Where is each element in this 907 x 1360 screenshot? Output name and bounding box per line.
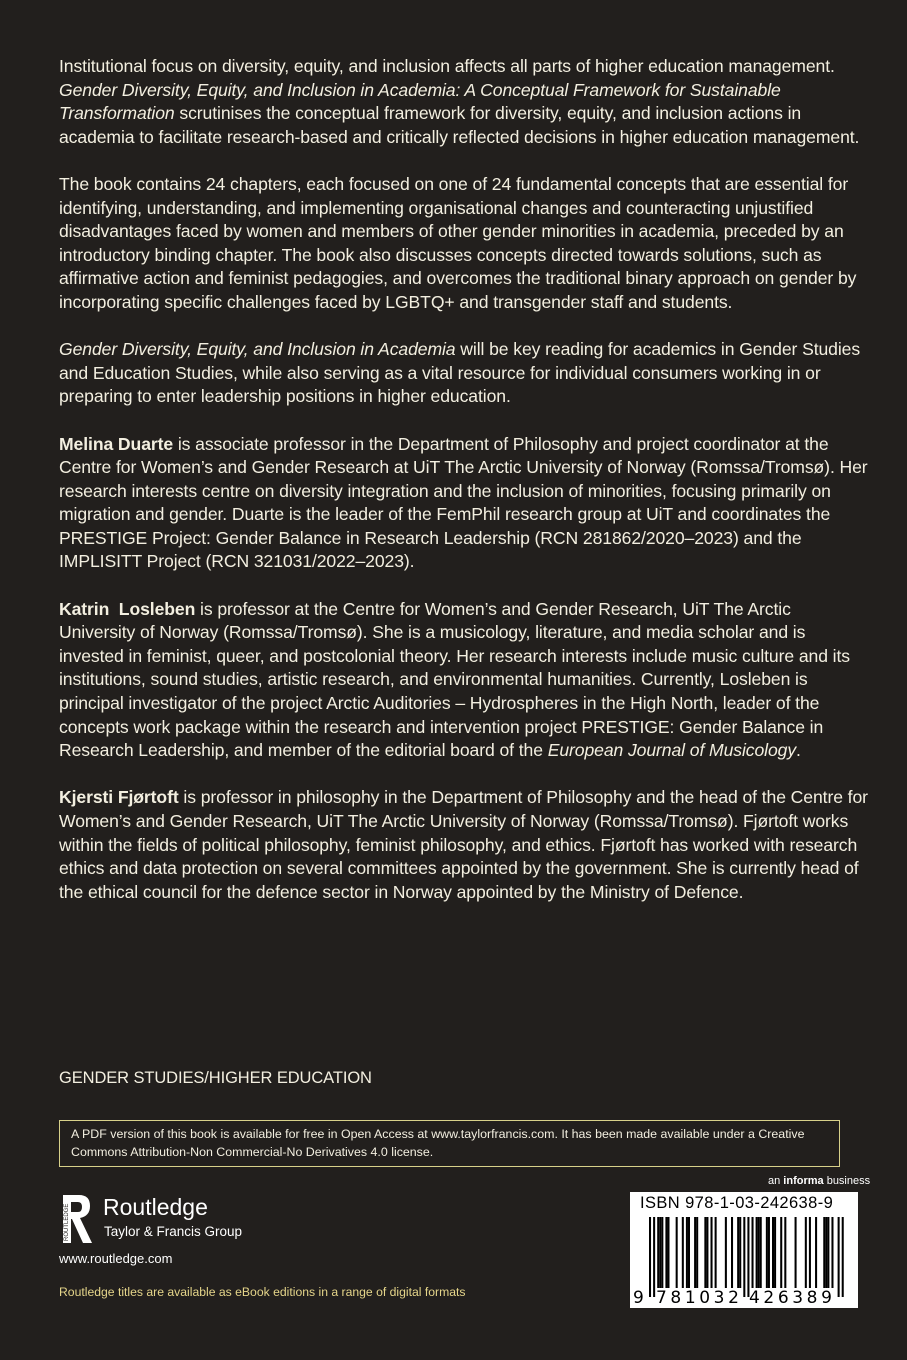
- barcode-bar: [768, 1217, 770, 1288]
- barcode-bar: [694, 1217, 696, 1288]
- barcode-bar: [756, 1217, 758, 1288]
- description-paragraph-2: The book contains 24 chapters, each focused on one of 24 fundamental concepts that are essential for identifying, understanding, and implementing organisational changes and counteracting unjustified disadvantages faced by women and members of other gender minorities in academia, preceded by an introductory binding chapter. The book also discusses concepts directed towards solutions, such as affirmative action and feminist pedagogies, and overcomes the traditional binary approach on gender by incorporating specific challenges faced by LGBTQ+ and transgender staff and students.: [59, 173, 857, 312]
- publisher-website: www.routledge.com: [59, 1251, 173, 1266]
- author-bio-fjortoft: Kjersti Fjørtoft is professor in philosophy in the Department of Philosophy and the head of the Centre for Women’s and Gender Research, UiT The Arctic University of Norway (Romssa/Tromsø). Fjørtoft works within the fields of political philosophy, feminist philosophy, and ethics. Fjørtoft has worked with research ethics and data protection on several committees appointed by the government. She is currently head of the ethical council for the defence sector in Norway appointed by the Ministry of Defence.: [59, 787, 868, 902]
- barcode-bar: [815, 1217, 817, 1288]
- author-bio-duarte: Melina Duarte is associate professor in the Department of Philosophy and project coordinator at the Centre for Women’s and Gender Research at UiT The Arctic University of Norway (Romssa/Tromsø). Her research interests centre on diversity integration and the inclusion of minorities, focusing primarily on migration and gender. Duarte is the leader of the FemPhil research group at UiT and coordinates the PRESTIGE Project: Gender Balance in Research Leadership (RCN 281862/2020–2023) and the IMPLISITT Project (RCN 321031/2022–2023).: [59, 433, 868, 572]
- barcode-bar: [760, 1217, 762, 1288]
- barcode-bar: [772, 1217, 774, 1288]
- barcode-bar: [758, 1217, 760, 1288]
- description-paragraph-1: Institutional focus on diversity, equity, and inclusion affects all parts of higher education management. Gender Diversity, Equity, and Inclusion in Academia: A Conceptual Framework for Sustainable Transformation scrutinises the conceptual framework for diversity, equity, and inclusion actions in academia to facilitate research-based and critically reflected decisions in higher education management.: [59, 56, 860, 147]
- barcode-bar: [827, 1217, 829, 1288]
- barcode-bar: [659, 1217, 661, 1288]
- description-paragraph-3: Gender Diversity, Equity, and Inclusion in Academia will be key reading for academics in Gender Studies and Education Studies, while also serving as a vital resource for individual consumers working in or preparing to enter leadership positions in higher education.: [59, 339, 861, 407]
- routledge-logo-icon: [59, 1191, 95, 1247]
- barcode-bar: [805, 1217, 807, 1288]
- barcode-bar: [657, 1217, 659, 1288]
- publisher-group: Taylor & Francis Group: [104, 1224, 243, 1239]
- barcode-bar: [704, 1217, 706, 1288]
- barcode-bar: [809, 1217, 811, 1288]
- author-name: Katrin Losleben: [59, 598, 196, 619]
- barcode-bar: [774, 1217, 776, 1288]
- logo-vertical-text: ROUTLEDGE: [64, 1203, 70, 1241]
- author-bio-losleben: Katrin Losleben is professor at the Centre for Women’s and Gender Research, UiT The Arctic University of Norway (Romssa/Tromsø). She is a musicology, literature, and media scholar and is invested in feminist, queer, and postcolonial theory. Her research interests include music culture and its institutions, sound studies, artistic research, and environmental humanities. Currently, Losleben is principal investigator of the project Arctic Auditories – Hydrospheres in the High North, leader of the concepts work package within the research and intervention project PRESTIGE: Gender Balance in Research Leadership, and member of the editorial board of the European Journal of Musicology.: [59, 598, 850, 761]
- barcode-bar: [739, 1217, 741, 1288]
- isbn-number: ISBN 978-1-03-242638-9: [640, 1194, 834, 1212]
- informa-business-label: an informa business: [768, 1175, 871, 1187]
- barcode-bar: [780, 1217, 782, 1288]
- barcode-bar: [725, 1217, 727, 1288]
- barcode-bar: [825, 1217, 827, 1288]
- author-name: Melina Duarte: [59, 433, 174, 454]
- barcode-bar: [667, 1217, 669, 1288]
- barcode-bar: [706, 1217, 708, 1288]
- barcode-digit-first: 9: [633, 1288, 644, 1308]
- barcode-bar: [747, 1217, 749, 1297]
- barcode-bar: [731, 1217, 733, 1288]
- barcode-bar: [784, 1217, 786, 1288]
- author-name: Kjersti Fjørtoft: [59, 787, 179, 808]
- barcode-digits-right: 426389: [749, 1288, 836, 1308]
- barcode-digits-left: 781032: [656, 1288, 743, 1308]
- book-title-italic: Gender Diversity, Equity, and Inclusion in Academia: A Conceptual Framework for Sustainable Transformation: [59, 79, 781, 124]
- barcode-bar: [686, 1217, 688, 1288]
- barcode-bar: [653, 1217, 655, 1297]
- barcode-bar: [682, 1217, 684, 1288]
- barcode-bar: [752, 1217, 754, 1288]
- publisher-name: Routledge: [103, 1194, 208, 1220]
- ebook-note: Routledge titles are available as eBook editions in a range of digital formats: [59, 1285, 466, 1299]
- barcode-bar: [831, 1217, 833, 1288]
- isbn-barcode-block: [630, 1192, 858, 1308]
- barcode-bar: [696, 1217, 698, 1288]
- barcode-bar: [661, 1217, 663, 1288]
- barcode-bar: [649, 1217, 651, 1297]
- book-title-italic: Gender Diversity, Equity, and Inclusion in Academia: [59, 339, 456, 360]
- journal-title: European Journal of Musicology: [547, 740, 797, 761]
- barcode-bar: [737, 1217, 739, 1288]
- barcode-bar: [766, 1217, 768, 1288]
- barcode-bar: [711, 1217, 713, 1288]
- open-access-notice: A PDF version of this book is available for free in Open Access at www.taylorfrancis.com. It has been made available under a Creative Commons Attribution-Non Commercial-No Derivatives 4.0 license.: [59, 1120, 840, 1167]
- barcode-bar: [665, 1217, 667, 1288]
- barcode-bar: [676, 1217, 678, 1288]
- subject-category: GENDER STUDIES/HIGHER EDUCATION: [59, 1069, 372, 1087]
- barcode-bar: [795, 1217, 797, 1288]
- barcode-bar: [715, 1217, 717, 1288]
- barcode-bar: [688, 1217, 690, 1288]
- back-cover-text: [59, 55, 869, 928]
- barcode-bar: [838, 1217, 840, 1297]
- barcode-bar: [743, 1217, 745, 1297]
- barcode-bar: [823, 1217, 825, 1288]
- barcode-bar: [842, 1217, 844, 1297]
